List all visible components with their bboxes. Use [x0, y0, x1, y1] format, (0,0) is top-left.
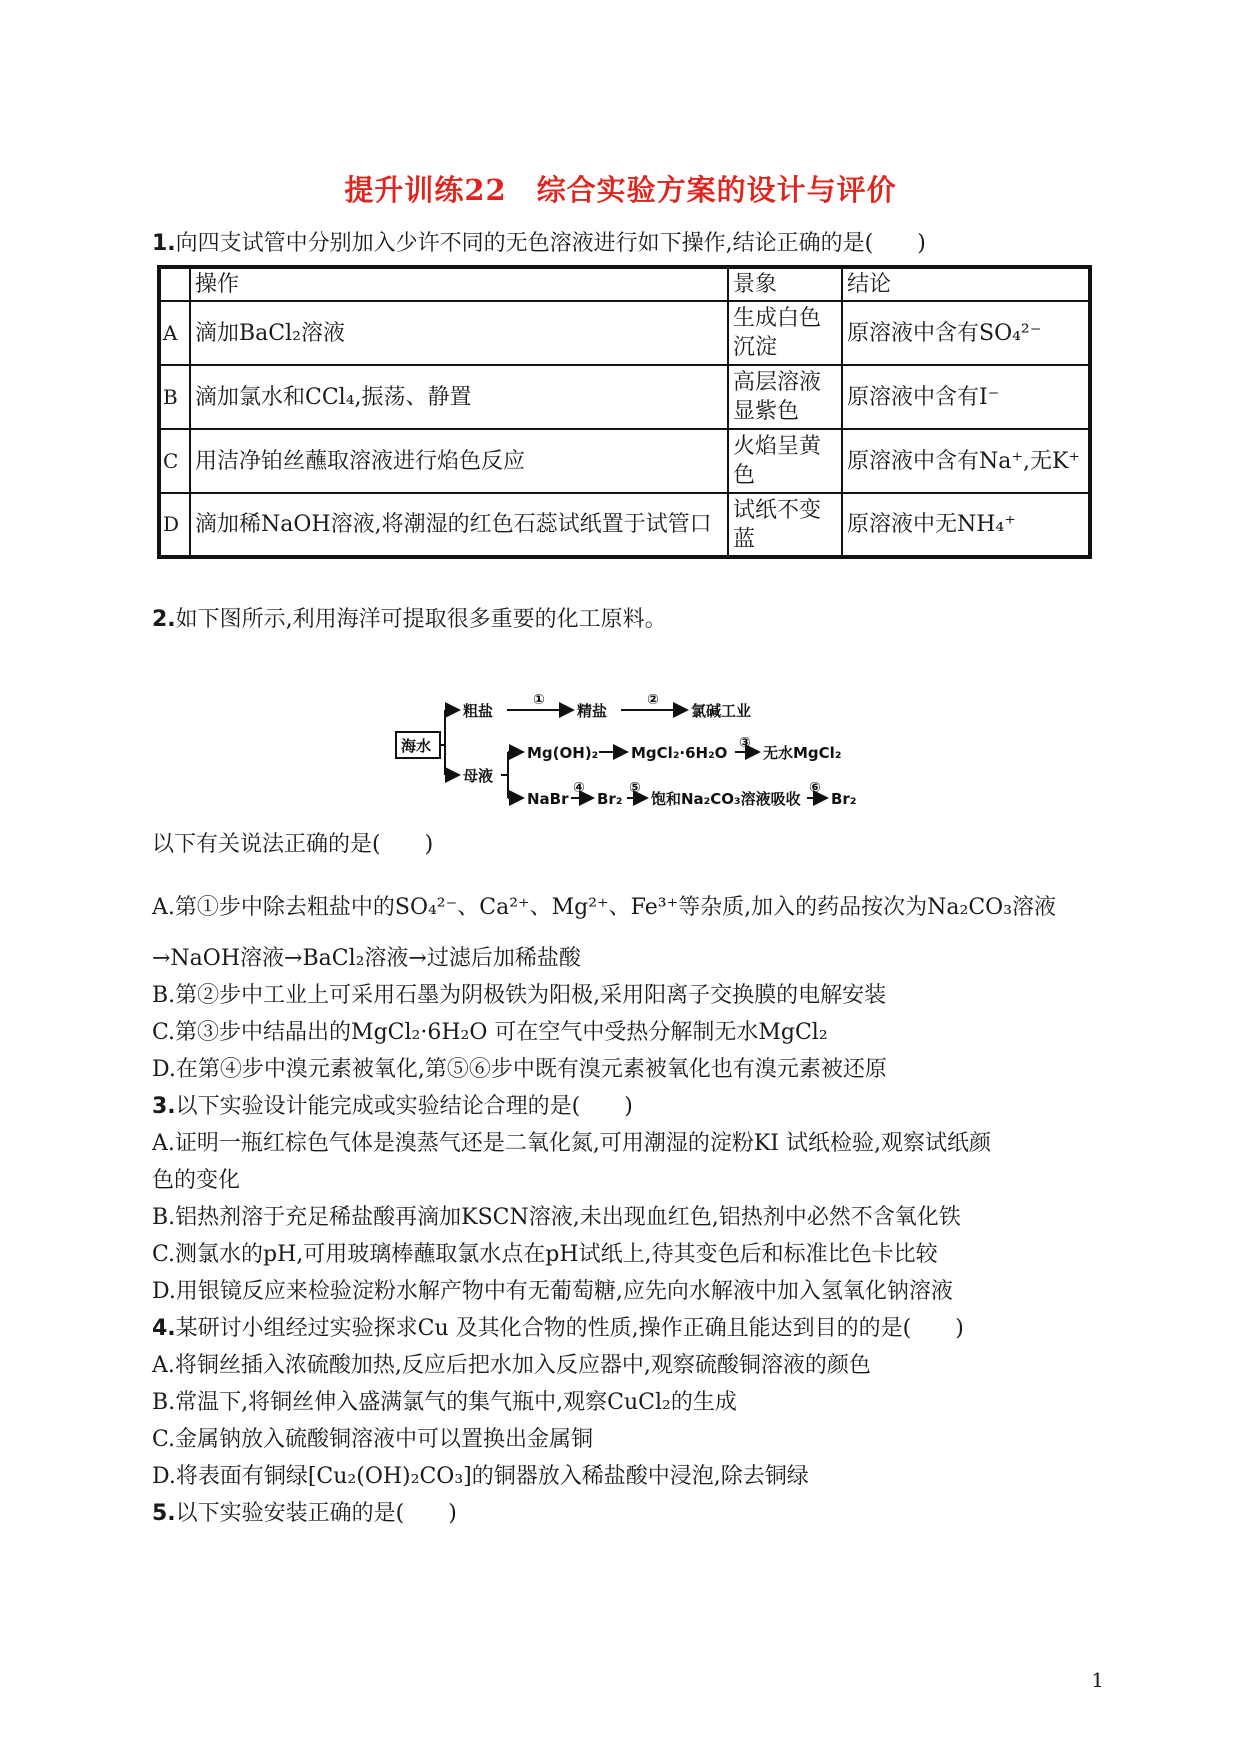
- page-number: 1: [1091, 1668, 1104, 1692]
- q4-option-d: D.将表面有铜绿[Cu₂(OH)₂CO₃]的铜器放入稀盐酸中浸泡,除去铜绿: [152, 1464, 809, 1489]
- row-operation: 用洁净铂丝蘸取溶液进行焰色反应: [190, 429, 728, 493]
- q5-number: 5.: [152, 1501, 176, 1526]
- q4-number: 4.: [152, 1316, 176, 1341]
- q1-stem-text: 向四支试管中分别加入少许不同的无色溶液进行如下操作,结论正确的是( ): [175, 231, 926, 256]
- q4-stem: [152, 1314, 964, 1344]
- br2-label-a: Br₂: [597, 790, 623, 808]
- q2-option-a: A.第①步中除去粗盐中的SO₄²⁻、Ca²⁺、Mg²⁺、Fe³⁺等杂质,加入的药品按次为Na₂CO₃溶液: [152, 895, 1057, 920]
- nabr-label: NaBr: [527, 790, 569, 808]
- seawater-label: 海水: [401, 737, 432, 755]
- row-conclusion: 原溶液中含有SO₄²⁻: [842, 301, 1090, 365]
- page-title: 提升训练22 综合实验方案的设计与评价: [344, 173, 897, 207]
- q1-stem: [152, 229, 926, 259]
- row-option: B: [159, 365, 190, 429]
- refined-salt-label: 精盐: [577, 702, 608, 720]
- header-operation: 操作: [190, 267, 728, 301]
- q2-option-d: D.在第④步中溴元素被氧化,第⑤⑥步中既有溴元素被氧化也有溴元素被还原: [152, 1057, 887, 1082]
- row-phenomenon: 生成白色沉淀: [728, 301, 842, 365]
- row-operation: 滴加氯水和CCl₄,振荡、静置: [190, 365, 728, 429]
- q1-number: 1.: [152, 231, 176, 256]
- q2-number: 2.: [152, 607, 176, 632]
- q3-stem-text: 以下实验设计能完成或实验结论合理的是( ): [175, 1094, 633, 1119]
- row-operation: 滴加稀NaOH溶液,将潮湿的红色石蕊试纸置于试管口: [190, 493, 728, 557]
- q3-option-a: A.证明一瓶红棕色气体是溴蒸气还是二氧化氮,可用潮湿的淀粉KI 试纸检验,观察试纸颜: [152, 1131, 991, 1156]
- row-phenomenon: 试纸不变蓝: [728, 493, 842, 557]
- step-4-label: ④: [573, 780, 585, 796]
- row-operation: 滴加BaCl₂溶液: [190, 301, 728, 365]
- absorb-label: 饱和Na₂CO₃溶液吸收: [651, 790, 801, 808]
- header-blank: [159, 267, 190, 301]
- table-row: [159, 365, 1090, 429]
- q1-table: [157, 265, 1092, 559]
- step-1-label: ①: [533, 692, 545, 708]
- row-conclusion: 原溶液中含有Na⁺,无K⁺: [842, 429, 1090, 493]
- mgoh2-label: Mg(OH)₂: [527, 744, 599, 762]
- mother-liquor-label: 母液: [463, 767, 494, 785]
- q3-option-c: C.测氯水的pH,可用玻璃棒蘸取氯水点在pH试纸上,待其变色后和标准比色卡比较: [152, 1242, 938, 1267]
- table-row: [159, 301, 1090, 365]
- chlor-alkali-label: 氯碱工业: [691, 702, 752, 720]
- mgcl2-hydrate-label: MgCl₂·6H₂O: [631, 744, 728, 762]
- row-phenomenon: 高层溶液显紫色: [728, 365, 842, 429]
- q2-stem-text: 如下图所示,利用海洋可提取很多重要的化工原料。: [175, 607, 667, 632]
- step-3-label: ③: [739, 735, 751, 751]
- q4-option-a: A.将铜丝插入浓硫酸加热,反应后把水加入反应器中,观察硫酸铜溶液的颜色: [152, 1353, 871, 1378]
- q2-option-b: B.第②步中工业上可采用石墨为阴极铁为阳极,采用阳离子交换膜的电解安装: [152, 983, 887, 1008]
- row-phenomenon: 火焰呈黄色: [728, 429, 842, 493]
- row-conclusion: 原溶液中无NH₄⁺: [842, 493, 1090, 557]
- row-conclusion: 原溶液中含有I⁻: [842, 365, 1090, 429]
- q3-option-b: B.铝热剂溶于充足稀盐酸再滴加KSCN溶液,未出现血红色,铝热剂中必然不含氧化铁: [152, 1205, 961, 1230]
- header-conclusion: 结论: [842, 267, 1090, 301]
- step-6-label: ⑥: [809, 780, 821, 796]
- q3-number: 3.: [152, 1094, 176, 1119]
- table-header-row: [159, 267, 1090, 301]
- q2-stem: [152, 605, 667, 635]
- q2-option-c: C.第③步中结晶出的MgCl₂·6H₂O 可在空气中受热分解制无水MgCl₂: [152, 1020, 828, 1045]
- q3-option-a-cont: 色的变化: [152, 1168, 241, 1193]
- table-row: [159, 493, 1090, 557]
- q2-option-a-cont: →NaOH溶液→BaCl₂溶液→过滤后加稀盐酸: [152, 946, 581, 971]
- br2-label-b: Br₂: [831, 790, 857, 808]
- q5-stem: [152, 1499, 457, 1529]
- seawater-flow-diagram: [395, 690, 865, 810]
- q4-option-c: C.金属钠放入硫酸铜溶液中可以置换出金属铜: [152, 1427, 594, 1452]
- q5-stem-text: 以下实验安装正确的是( ): [175, 1501, 457, 1526]
- crude-salt-label: 粗盐: [463, 702, 494, 720]
- row-option: A: [159, 301, 190, 365]
- step-5-label: ⑤: [629, 780, 641, 796]
- table-row: [159, 429, 1090, 493]
- anhydrous-mgcl2-label: 无水MgCl₂: [763, 744, 842, 762]
- q4-option-b: B.常温下,将铜丝伸入盛满氯气的集气瓶中,观察CuCl₂的生成: [152, 1390, 737, 1415]
- header-phenomenon: 景象: [728, 267, 842, 301]
- q3-option-d: D.用银镜反应来检验淀粉水解产物中有无葡萄糖,应先向水解液中加入氢氧化钠溶液: [152, 1279, 953, 1304]
- q2-ask: 以下有关说法正确的是( ): [152, 832, 434, 857]
- q3-stem: [152, 1092, 633, 1122]
- step-2-label: ②: [647, 692, 659, 708]
- row-option: C: [159, 429, 190, 493]
- row-option: D: [159, 493, 190, 557]
- q4-stem-text: 某研讨小组经过实验探求Cu 及其化合物的性质,操作正确且能达到目的的是( ): [175, 1316, 964, 1341]
